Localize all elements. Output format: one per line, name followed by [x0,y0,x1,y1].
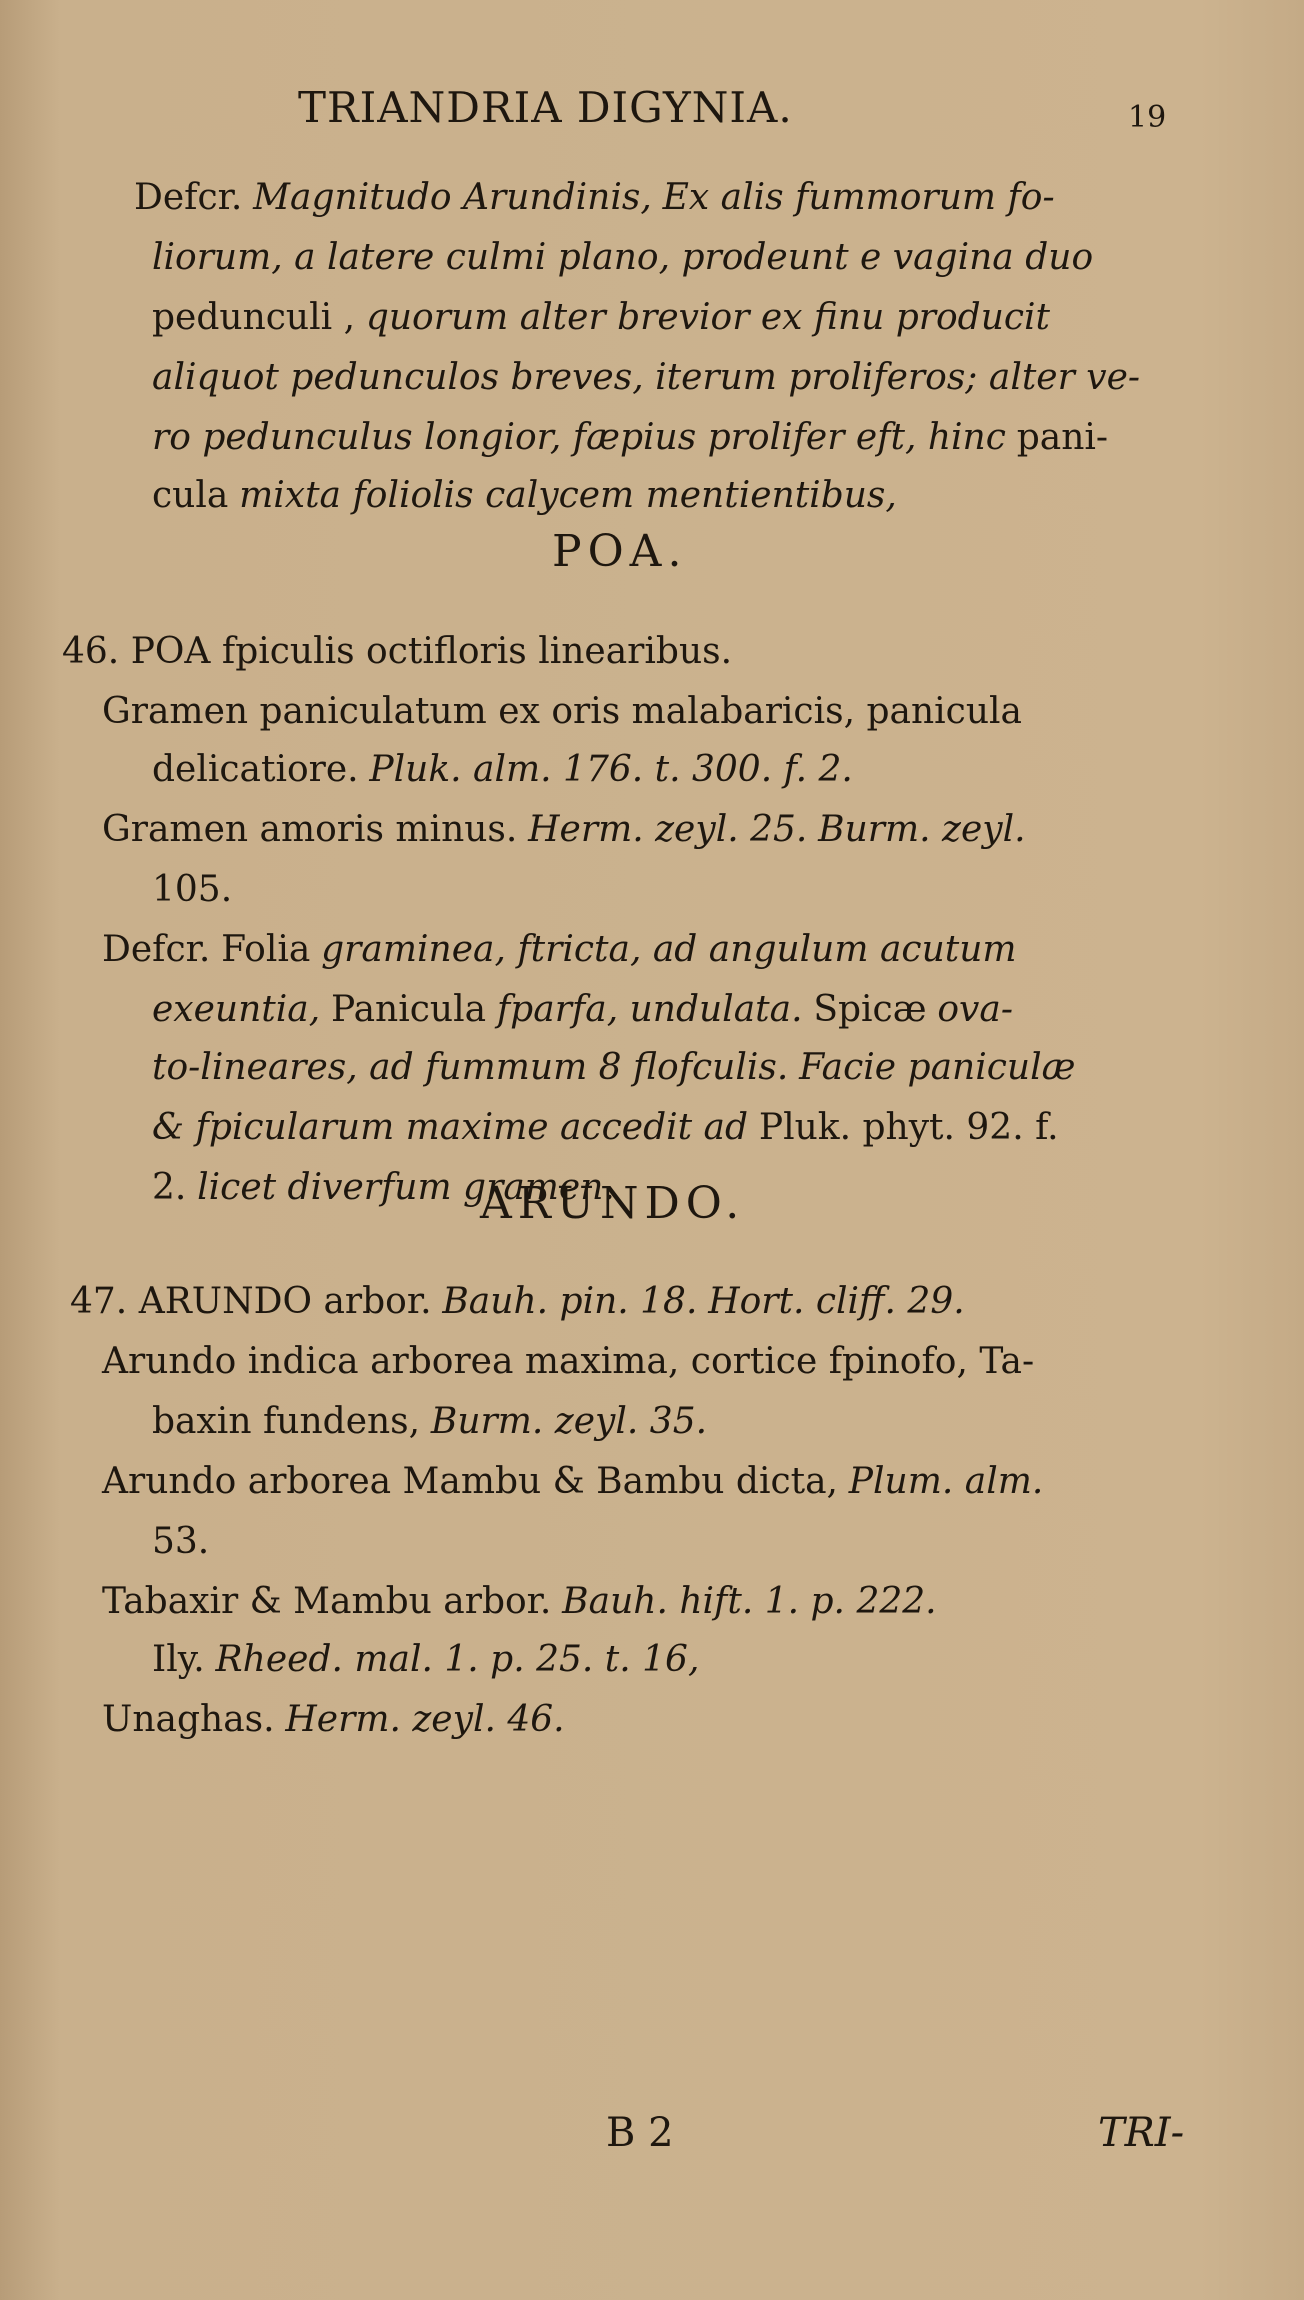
running-header-title: TRIANDRIA DIGYNIA. [298,83,793,132]
text-line [102,926,1017,974]
roman-text: Arundo arborea Mambu & Bambu dicta, [102,1461,838,1502]
text-line [152,1044,1075,1092]
roman-text: Unaghas. [102,1699,275,1740]
text-line [152,746,853,794]
roman-text: 53. [152,1521,210,1562]
roman-text: Tabaxir & Mambu arbor. [102,1581,552,1622]
italic-text: exeuntia, [152,989,321,1030]
roman-text: cula [152,475,229,516]
text-line [134,174,1055,222]
roman-text: Arundo indica arborea maxima, cortice fpinofo, Ta- [102,1341,1035,1382]
text-line [152,866,232,914]
roman-text: Spicæ [813,989,927,1030]
roman-text: pedunculi , [152,297,356,338]
text-line [102,1696,565,1744]
section-heading-poa: POA. [552,526,688,577]
text-line [102,806,1026,854]
italic-text: Burm. zeyl. 35. [430,1401,708,1442]
roman-text: 105. [152,869,233,910]
roman-text: Pluk. phyt. 92. f. [758,1107,1059,1148]
italic-text: fparfa, undulata. [496,989,803,1030]
roman-text: 46. POA fpiculis octifloris linearibus. [62,631,733,672]
text-line [70,1278,965,1326]
italic-text: liorum, a latere culmi plano, prodeunt e vagina duo [152,237,1094,278]
roman-text: 47. ARUNDO arbor. [70,1281,432,1322]
text-line [152,414,1108,462]
text-line [152,986,1013,1034]
roman-text: Defcr. [134,177,243,218]
italic-text: Hort. cliff. 29. [708,1281,965,1322]
italic-text: Bauh. hift. 1. p. 222. [562,1581,937,1622]
italic-text: Bauh. pin. 18. [442,1281,698,1322]
italic-text: ro pedunculus longior, fæpius prolifer eft, hinc [152,417,1006,458]
italic-text: Rheed. mal. 1. p. 25. t. 16, [215,1639,700,1680]
text-line [102,688,1022,736]
italic-text: quorum alter brevior ex finu producit [365,297,1051,338]
catchword: TRI- [1098,2110,1185,2156]
text-line [102,1458,1043,1506]
text-line [62,628,732,676]
text-line [102,1578,937,1626]
roman-text: baxin fundens, [152,1401,421,1442]
italic-text: graminea, ftricta, ad angulum acutum [321,929,1017,970]
text-line [152,1104,1059,1152]
text-line [152,294,1050,342]
roman-text: Panicula [330,989,487,1030]
signature-mark: B 2 [606,2110,674,2156]
italic-text: Pluk. alm. 176. t. 300. f. 2. [369,749,853,790]
page-number: 19 [1128,100,1167,135]
italic-text: ova- [937,989,1013,1030]
italic-text: Magnitudo Arundinis, [253,177,652,218]
text-line [152,1518,209,1566]
italic-text: Herm. zeyl. 25. [528,809,808,850]
text-line [152,234,1093,282]
italic-text: aliquot pedunculos breves, iterum proliferos; alter ve- [152,357,1141,398]
italic-text: Facie paniculæ [799,1047,1076,1088]
roman-text: Ily. [152,1639,205,1680]
roman-text: Defcr. [102,929,211,970]
text-line [152,354,1140,402]
italic-text: mixta foliolis calycem mentientibus, [239,475,897,516]
text-line [152,1636,699,1684]
text-line [152,472,897,520]
roman-text: Gramen paniculatum ex oris malabaricis, panicula [102,691,1023,732]
roman-text: Gramen amoris minus. [102,809,518,850]
italic-text: licet diverfum gramen. [197,1167,615,1208]
text-line [152,1398,707,1446]
text-line [102,1338,1034,1386]
italic-text: Ex alis fummorum fo- [662,177,1055,218]
italic-text: Herm. zeyl. 46. [285,1699,565,1740]
roman-text: 2. [152,1167,187,1208]
italic-text: to-lineares, ad fummum 8 flofculis. [152,1047,789,1088]
section-heading-arundo: ARUNDO. [480,1178,746,1229]
italic-text: Plum. alm. [848,1461,1044,1502]
roman-text: pani- [1016,417,1109,458]
roman-text: delicatiore. [152,749,359,790]
italic-text: Burm. zeyl. [818,809,1026,850]
italic-text: & fpicularum maxime accedit ad [152,1107,749,1148]
roman-text: Folia [221,929,311,970]
